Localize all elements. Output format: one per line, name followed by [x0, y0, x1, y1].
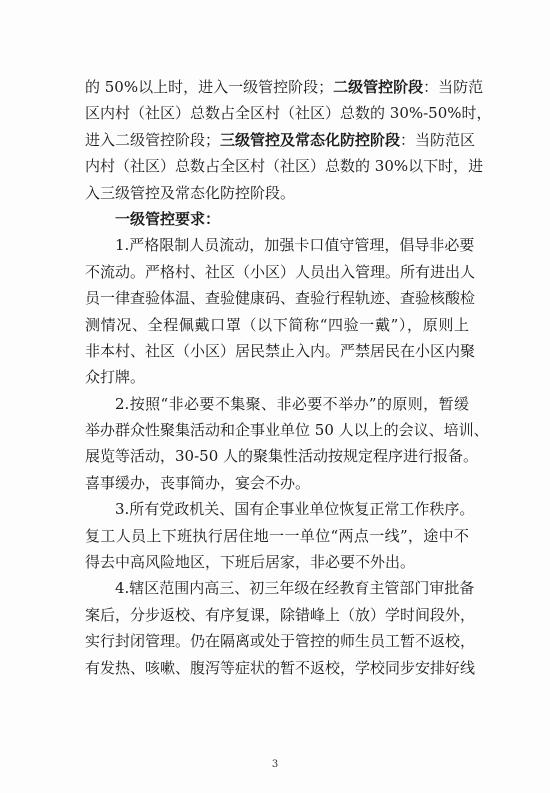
text-run: 不流动。严格村、社区（小区）人员出入管理。所有进出人 — [85, 262, 476, 281]
text-line — [85, 602, 476, 628]
text-line — [85, 338, 476, 364]
text-line — [85, 285, 476, 311]
paragraph — [85, 206, 469, 232]
text-run: 内村（社区）总数占全区村（社区）总数的 30%以下时，进 — [85, 157, 484, 176]
text-line — [85, 364, 469, 390]
text-run: 4.辖区范围内高三、初三年级在经教育主管部门审批备 — [115, 579, 475, 598]
text-run: 员一律查验体温、查验健康码、查验行程轨迹、查验核酸检 — [85, 289, 476, 308]
text-line — [85, 232, 475, 258]
text-run: 案后，分步返校、有序复课，除错峰上（放）学时间段外， — [85, 605, 476, 624]
text-line — [85, 312, 469, 338]
text-run: 有发热、咳嗽、腹泻等症状的暂不返校，学校同步安排好线 — [85, 658, 476, 677]
text-run: 复工人员上下班执行居住地一一单位“两点一线”，途中不 — [85, 526, 469, 545]
page-number: 3 — [271, 759, 279, 770]
text-line — [85, 417, 489, 443]
text-run: 的 50%以上时，进入一级管控阶段； — [85, 78, 334, 96]
text-line — [85, 259, 476, 285]
text-line — [85, 628, 476, 654]
text-run: ：当防范区 — [400, 130, 476, 149]
text-run: 2.按照“非必要不集聚、非必要不举办”的原则，暂缓 — [115, 394, 469, 413]
text-line — [85, 74, 484, 100]
text-run: 实行封闭管理。仍在隔离或处于管控的师生员工暂不返校， — [85, 632, 476, 651]
text-run: ：当防范 — [423, 78, 484, 96]
text-line — [85, 100, 492, 126]
text-line — [85, 153, 484, 179]
text-run: 非本村、社区（小区）居民禁止入内。严禁居民在小区内聚 — [85, 341, 476, 360]
text-line — [85, 549, 469, 575]
text-run: 3.所有党政机关、国有企事业单位恢复正常工作秩序。 — [115, 500, 475, 519]
text-line — [85, 655, 476, 681]
text-run: 举办群众性聚集活动和企事业单位 50 人以上的会议、培训、 — [85, 421, 489, 440]
text-line — [85, 443, 479, 469]
text-run: 1.严格限制人员流动，加强卡口值守管理，倡导非必要 — [115, 236, 475, 255]
bold-heading: 一级管控要求： — [115, 209, 221, 228]
paragraph — [85, 74, 492, 206]
text-line — [85, 470, 469, 496]
text-run: 入三级管控及常态化防控阶段。 — [85, 183, 296, 202]
text-line — [85, 496, 475, 522]
text-run: 得去中高风险地区，下班后居家，非必要不外出。 — [85, 553, 416, 572]
bold-heading: 三级管控及常态化防控阶段 — [220, 130, 401, 149]
text-run: 喜事缓办，丧事简办，宴会不办。 — [85, 473, 311, 492]
text-line — [85, 180, 469, 206]
paragraph — [85, 575, 476, 681]
document-body — [85, 74, 492, 681]
text-line — [85, 391, 469, 417]
text-run: 区内村（社区）总数占全区村（社区）总数的 30%-50%时， — [85, 104, 492, 123]
paragraph — [85, 232, 476, 390]
paragraph — [85, 391, 489, 497]
text-run: 进入二级管控阶段； — [85, 130, 221, 149]
text-run: 展览等活动，30-50 人的聚集性活动按规定程序进行报备。 — [85, 447, 479, 466]
text-line — [85, 127, 476, 153]
paragraph — [85, 496, 475, 575]
text-line — [85, 523, 469, 549]
text-line — [85, 575, 475, 601]
text-line — [85, 206, 469, 232]
text-run: 众打牌。 — [85, 368, 146, 387]
text-run: 测情况、全程佩戴口罩（以下简称“四验一戴”），原则上 — [85, 315, 469, 334]
bold-heading: 二级管控阶段 — [333, 78, 424, 96]
